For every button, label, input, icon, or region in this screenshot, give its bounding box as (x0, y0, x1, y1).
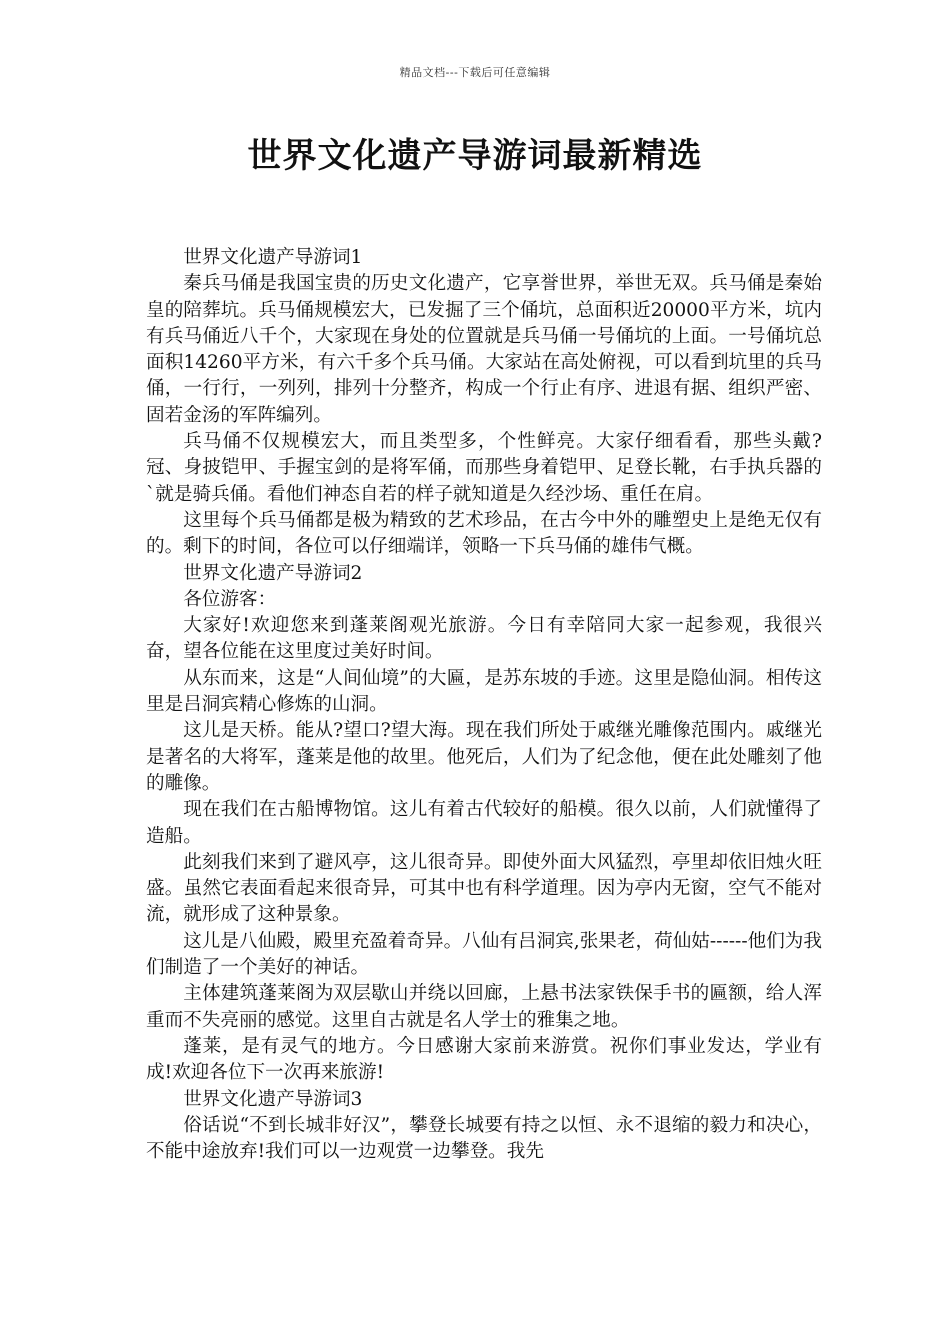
paragraph: 秦兵马俑是我国宝贵的历史文化遗产，它享誉世界，举世无双。兵马俑是秦始皇的陪葬坑。兵马俑规模宏大，已发掘了三个俑坑，总面积近20000平方米，坑内有兵马俑近八千个，大家现在身处的位置就是兵马俑一号俑坑的上面。一号俑坑总面积14260平方米，有六千多个兵马俑。大家站在高处俯视，可以看到坑里的兵马俑，一行行，一列列，排列十分整齐，构成一个行止有序、进退有据、组织严密、固若金汤的军阵编列。 (146, 273, 822, 426)
header-note: 精品文档---下载后可任意编辑 (399, 66, 551, 79)
paragraph: 这儿是天桥。能从?望口?望大海。现在我们所处于戚继光雕像范围内。戚继光是著名的大将军，蓬莱是他的故里。他死后，人们为了纪念他，便在此处雕刻了他的雕像。 (146, 720, 822, 794)
paragraph: 蓬莱，是有灵气的地方。今日感谢大家前来游赏。祝你们事业发达，学业有成!欢迎各位下一次再来旅游! (146, 1035, 822, 1084)
section-heading-1: 世界文化遗产导游词1 (183, 247, 363, 268)
paragraph: 各位游客： (183, 588, 277, 610)
paragraph: 这里每个兵马俑都是极为精致的艺术珍品，在古今中外的雕塑史上是绝无仅有的。剩下的时间，各位可以仔细端详，领略一下兵马俑的雄伟气概。 (146, 509, 822, 558)
paragraph: 兵马俑不仅规模宏大，而且类型多，个性鲜亮。大家仔细看看，那些头戴?冠、身披铠甲、手握宝剑的是将军俑，而那些身着铠甲、足登长靴，右手执兵器的`就是骑兵俑。看他们神态自若的样子就知道是久经沙场、重任在肩。 (146, 431, 822, 505)
paragraph: 大家好!欢迎您来到蓬莱阁观光旅游。今日有幸陪同大家一起参观，我很兴奋，望各位能在这里度过美好时间。 (146, 615, 822, 663)
paragraph: 主体建筑蓬莱阁为双层歇山并绕以回廊，上悬书法家铁保手书的匾额，给人浑重而不失亮丽的感觉。这里自古就是名人学士的雅集之地。 (146, 983, 822, 1031)
paragraph: 俗话说“不到长城非好汉”，攀登长城要有持之以恒、永不退缩的毅力和决心，不能中途放弃!我们可以一边观赏一边攀登。我先 (146, 1114, 822, 1163)
section-heading-3: 世界文化遗产导游词3 (183, 1088, 363, 1110)
paragraph: 这儿是八仙殿，殿里充盈着奇异。八仙有吕洞宾,张果老，荷仙姑------他们为我们制造了一个美好的神话。 (146, 930, 822, 979)
paragraph: 此刻我们来到了避风亭，这儿很奇异。即使外面大风猛烈，亭里却依旧烛火旺盛。虽然它表面看起来很奇异，可其中也有科学道理。因为亭内无窗，空气不能对流，就形成了这种景象。 (146, 851, 822, 926)
paragraph: 现在我们在古船博物馆。这儿有着古代较好的船模。很久以前，人们就懂得了造船。 (146, 799, 822, 847)
document-body (146, 245, 822, 1165)
document-title: 世界文化遗产导游词最新精选 (247, 136, 703, 176)
paragraph: 从东而来，这是“人间仙境”的大匾，是苏东坡的手迹。这里是隐仙洞。相传这里是吕洞宾精心修炼的山洞。 (146, 667, 822, 716)
section-heading-2: 世界文化遗产导游词2 (183, 562, 363, 584)
